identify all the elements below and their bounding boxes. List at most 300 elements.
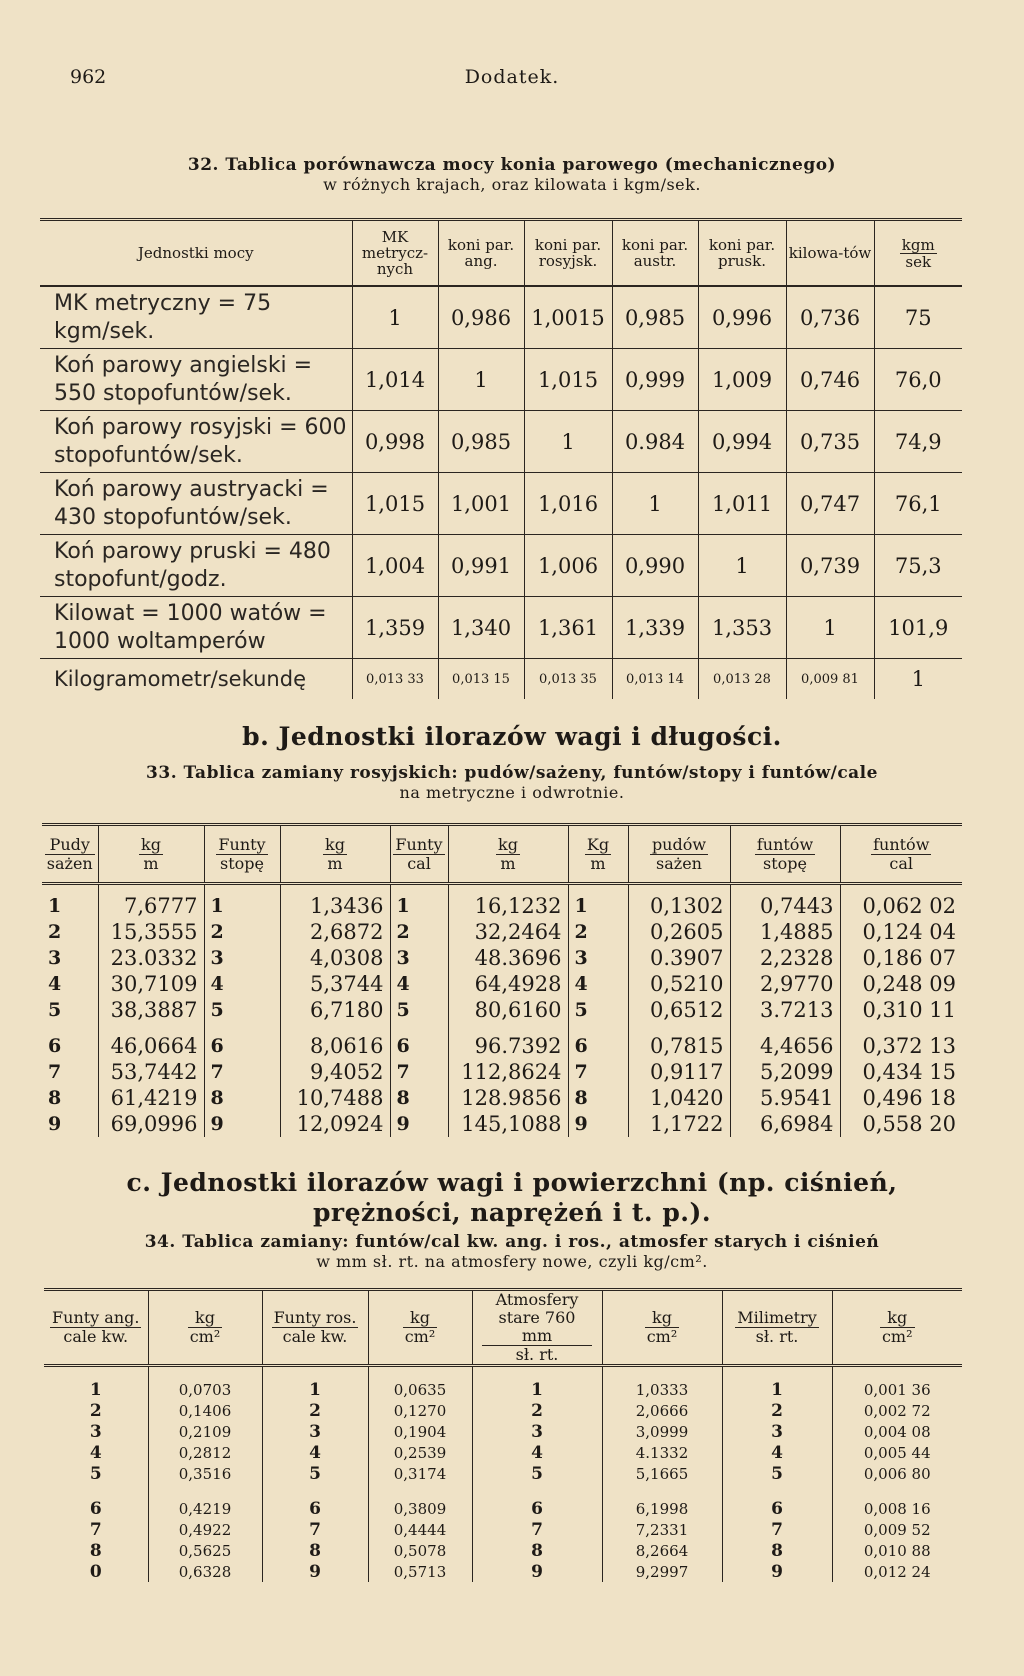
table-cell: 46,0664 [98, 1033, 204, 1059]
table-row [44, 1366, 962, 1401]
table-cell: 0,3174 [368, 1463, 472, 1484]
row-label: MK metryczny = 75 kgm/sek. [40, 286, 352, 349]
table-cell: 0,747 [786, 473, 874, 535]
running-title: Dodatek. [464, 66, 560, 88]
table-cell: 1,0015 [524, 286, 612, 349]
table-cell: 145,1088 [448, 1111, 568, 1137]
table-row [42, 1059, 962, 1085]
spacer-cell [722, 1484, 832, 1498]
row-index-cell: 1 [472, 1366, 602, 1401]
table-row [42, 997, 962, 1023]
table-cell: 0,5210 [628, 971, 730, 997]
table-cell: 4.1332 [602, 1442, 722, 1463]
row-index-cell: 2 [568, 919, 628, 945]
fraction-denominator: m [590, 853, 606, 873]
table-cell: 101,9 [874, 597, 962, 659]
table-cell: 0,2812 [148, 1442, 262, 1463]
spacer-cell [832, 1484, 962, 1498]
table-cell: 0,013 33 [352, 659, 438, 700]
table-cell: 8,0616 [280, 1033, 390, 1059]
table-row [44, 1442, 962, 1463]
column-header [840, 825, 962, 884]
spacer-cell [628, 1023, 730, 1033]
table-cell: 0,7443 [730, 884, 840, 920]
row-index-cell: 4 [722, 1442, 832, 1463]
column-header: koni par. rosyjsk. [524, 220, 612, 287]
table-cell: 1,006 [524, 535, 612, 597]
section-c-heading [0, 1168, 1024, 1228]
row-index-cell: 4 [89, 1442, 102, 1463]
spacer-cell [368, 1484, 472, 1498]
table-cell: 0,5078 [368, 1540, 472, 1561]
row-index-cell: 9 [568, 1111, 628, 1137]
page-number: 962 [70, 66, 107, 88]
table-cell: 1,004 [352, 535, 438, 597]
table-cell: 0,496 18 [840, 1085, 962, 1111]
table-33-conversion [42, 823, 962, 1137]
table-cell: 30,7109 [98, 971, 204, 997]
table-cell: 0,1302 [628, 884, 730, 920]
column-header: koni par. prusk. [698, 220, 786, 287]
table-cell: 9,4052 [280, 1059, 390, 1085]
table-cell: 1 [352, 286, 438, 349]
fraction-denominator: cm² [189, 1327, 221, 1346]
table-cell: 0,002 72 [832, 1400, 962, 1421]
table-34-body [44, 1366, 962, 1583]
row-index-cell: 5 [568, 997, 628, 1023]
row-index-cell: 7 [262, 1519, 368, 1540]
column-header [148, 1290, 262, 1366]
table-row [40, 659, 962, 700]
row-index-cell: 6 [390, 1033, 448, 1059]
table-cell: 0,372 13 [840, 1033, 962, 1059]
table-33-body [42, 884, 962, 1138]
table-cell: 1,015 [524, 349, 612, 411]
table-cell: 0,004 08 [832, 1421, 962, 1442]
table-cell: 0,985 [438, 411, 524, 473]
table-row [44, 1421, 962, 1442]
row-index-cell: 4 [568, 971, 628, 997]
table-cell: 9,2997 [602, 1561, 722, 1582]
fraction-denominator: cm² [646, 1327, 678, 1346]
spacer-cell [204, 1023, 280, 1033]
table-row [42, 1085, 962, 1111]
table-cell: 0,0635 [368, 1366, 472, 1401]
column-header [262, 1290, 368, 1366]
table-cell: 0,746 [786, 349, 874, 411]
table-cell: 0,990 [612, 535, 698, 597]
row-index-cell: 3 [472, 1421, 602, 1442]
row-index-cell: 1 [722, 1366, 832, 1401]
row-index-cell: 7 [89, 1519, 102, 1540]
table-cell: 75,3 [874, 535, 962, 597]
table-32-caption-line1: 32. Tablica porównawcza mocy konia parowego (mechanicznego) [187, 155, 837, 175]
table-row [40, 411, 962, 473]
row-index-cell: 2 [204, 919, 280, 945]
table-cell: 69,0996 [98, 1111, 204, 1137]
fraction-numerator: Funty [395, 834, 443, 854]
table-cell: 0,005 44 [832, 1442, 962, 1463]
table-32-power-comparison [40, 218, 962, 699]
table-cell: 0,999 [612, 349, 698, 411]
table-cell: 0,985 [612, 286, 698, 349]
table-row [40, 473, 962, 535]
table-row [42, 1033, 962, 1059]
table-row [42, 884, 962, 920]
fraction-denominator: cm² [404, 1327, 436, 1346]
column-header: koni par. austr. [612, 220, 698, 287]
table-cell: 7,2331 [602, 1519, 722, 1540]
row-index-cell: 7 [390, 1059, 448, 1085]
table-row [44, 1463, 962, 1484]
table-cell: 0,2539 [368, 1442, 472, 1463]
table-cell: 53,7442 [98, 1059, 204, 1085]
fraction-denominator: sażen [656, 853, 702, 873]
table-cell: 1,015 [352, 473, 438, 535]
table-cell: 0,2605 [628, 919, 730, 945]
row-index-cell: 3 [568, 945, 628, 971]
fraction-denominator: sek [905, 252, 932, 271]
table-cell: 0,248 09 [840, 971, 962, 997]
row-index-cell: 4 [204, 971, 280, 997]
table-cell: 5,1665 [602, 1463, 722, 1484]
row-index-cell: 2 [48, 921, 62, 943]
table-cell: 0,1904 [368, 1421, 472, 1442]
row-index-cell: 4 [48, 973, 62, 995]
table-34-caption-line2: w mm sł. rt. na atmosfery nowe, czyli kg/cm². [316, 1252, 708, 1271]
table-cell: 1,340 [438, 597, 524, 659]
table-cell: 4,0308 [280, 945, 390, 971]
table-cell: 0,001 36 [832, 1366, 962, 1401]
table-cell: 74,9 [874, 411, 962, 473]
table-cell: 1,361 [524, 597, 612, 659]
fraction-numerator: Milimetry [737, 1308, 817, 1327]
table-cell: 0,0703 [148, 1366, 262, 1401]
table-cell: 7,6777 [98, 884, 204, 920]
column-header [280, 825, 390, 884]
table-cell: 1 [612, 473, 698, 535]
table-33-header-row [42, 825, 962, 884]
row-index-cell: 1 [204, 884, 280, 920]
table-cell: 0,6512 [628, 997, 730, 1023]
row-index-cell: 2 [472, 1400, 602, 1421]
spacer-cell [262, 1484, 368, 1498]
table-33-caption-line1: 33. Tablica zamiany rosyjskich: pudów/sażeny, funtów/stopy i funtów/cale [146, 763, 878, 783]
table-cell: 6,6984 [730, 1111, 840, 1137]
column-header [42, 825, 98, 884]
row-index-cell: 1 [89, 1379, 102, 1400]
table-cell: 0,310 11 [840, 997, 962, 1023]
table-cell: 0,3809 [368, 1498, 472, 1519]
table-cell: 75 [874, 286, 962, 349]
spacer-cell [840, 1023, 962, 1033]
column-header [448, 825, 568, 884]
table-cell: 0,009 52 [832, 1519, 962, 1540]
fraction-numerator: funtów [756, 834, 814, 854]
table-cell: 0.3907 [628, 945, 730, 971]
table-cell: 112,8624 [448, 1059, 568, 1085]
table-34-caption-line1: 34. Tablica zamiany: funtów/cal kw. ang. i ros., atmosfer starych i ciśnień [144, 1232, 880, 1252]
column-header [628, 825, 730, 884]
table-cell: 23.0332 [98, 945, 204, 971]
table-cell: 8,2664 [602, 1540, 722, 1561]
row-index-cell: 8 [568, 1085, 628, 1111]
row-index-cell: 6 [568, 1033, 628, 1059]
table-33-caption-line2: na metryczne i odwrotnie. [399, 783, 625, 802]
table-cell: 6,7180 [280, 997, 390, 1023]
row-index-cell: 1 [390, 884, 448, 920]
table-cell: 0,008 16 [832, 1498, 962, 1519]
fraction-numerator: kg [325, 834, 345, 854]
row-index-cell: 1 [568, 884, 628, 920]
table-cell: 0,062 02 [840, 884, 962, 920]
row-index-cell: 9 [390, 1111, 448, 1137]
table-cell: 1,016 [524, 473, 612, 535]
table-cell: 64,4928 [448, 971, 568, 997]
row-index-cell: 8 [204, 1085, 280, 1111]
table-cell: 0,434 15 [840, 1059, 962, 1085]
column-header [722, 1290, 832, 1366]
row-index-cell: 7 [568, 1059, 628, 1085]
column-header: Jednostki mocy [40, 220, 352, 287]
table-cell: 0,2109 [148, 1421, 262, 1442]
section-c-heading-line1: c. Jednostki ilorazów wagi i powierzchni (np. ciśnień, [126, 1168, 898, 1197]
table-cell: 0,4444 [368, 1519, 472, 1540]
row-index-cell: 8 [89, 1540, 102, 1561]
spacer-cell [730, 1023, 840, 1033]
fraction-denominator: m [327, 853, 343, 873]
row-index-cell: 2 [390, 919, 448, 945]
column-header: kilowa-tów [786, 220, 874, 287]
table-cell: 76,0 [874, 349, 962, 411]
table-cell: 2,6872 [280, 919, 390, 945]
table-cell: 0,558 20 [840, 1111, 962, 1137]
table-cell: 0,736 [786, 286, 874, 349]
row-index-cell: 3 [390, 945, 448, 971]
row-index-cell: 9 [472, 1561, 602, 1582]
fraction-numerator: Funty [218, 834, 266, 854]
column-header [472, 1290, 602, 1366]
row-index-cell: 2 [722, 1400, 832, 1421]
table-cell: 0,124 04 [840, 919, 962, 945]
table-32-caption-line2: w różnych krajach, oraz kilowata i kgm/sek. [323, 175, 701, 194]
column-header [602, 1290, 722, 1366]
column-header-kgm-per-sek [874, 220, 962, 287]
table-cell: 96.7392 [448, 1033, 568, 1059]
table-cell: 6,1998 [602, 1498, 722, 1519]
fraction-denominator: stopę [763, 853, 807, 873]
fraction-numerator: funtów [873, 834, 930, 854]
table-cell: 0,013 35 [524, 659, 612, 700]
table-cell: 0,013 15 [438, 659, 524, 700]
table-cell: 1,014 [352, 349, 438, 411]
table-row [40, 286, 962, 349]
table-cell: 0,735 [786, 411, 874, 473]
row-label: Koń parowy austryacki = 430 stopofuntów/sek. [40, 473, 352, 535]
row-index-cell: 4 [262, 1442, 368, 1463]
table-32-caption [0, 156, 1024, 194]
table-row [42, 919, 962, 945]
table-cell: 1,339 [612, 597, 698, 659]
row-index-cell: 3 [89, 1421, 102, 1442]
row-label: Kilowat = 1000 watów = 1000 woltamperów [40, 597, 352, 659]
table-cell: 3,0999 [602, 1421, 722, 1442]
table-cell: 0,013 28 [698, 659, 786, 700]
fraction-numerator: Atmosfery stare 760 mm [482, 1291, 592, 1346]
row-index-cell: 8 [722, 1540, 832, 1561]
row-index-cell: 0 [89, 1561, 102, 1582]
table-cell: 16,1232 [448, 884, 568, 920]
table-cell: 0,7815 [628, 1033, 730, 1059]
table-cell: 76,1 [874, 473, 962, 535]
table-cell: 32,2464 [448, 919, 568, 945]
fraction-numerator: kg [498, 834, 518, 854]
table-cell: 0,986 [438, 286, 524, 349]
column-header [390, 825, 448, 884]
table-cell: 0,5625 [148, 1540, 262, 1561]
table-cell: 0,4219 [148, 1498, 262, 1519]
spacer-cell [568, 1023, 628, 1033]
table-cell: 3.7213 [730, 997, 840, 1023]
table-cell: 0,739 [786, 535, 874, 597]
fraction-numerator: kg [880, 1309, 915, 1328]
table-row [42, 971, 962, 997]
column-header [568, 825, 628, 884]
table-cell: 1,0333 [602, 1366, 722, 1401]
table-cell: 4,4656 [730, 1033, 840, 1059]
row-index-cell: 3 [48, 947, 62, 969]
column-header [44, 1290, 148, 1366]
row-index-cell: 7 [204, 1059, 280, 1085]
row-index-cell: 1 [262, 1366, 368, 1401]
table-cell: 38,3887 [98, 997, 204, 1023]
table-cell: 1,0420 [628, 1085, 730, 1111]
table-cell: 1 [786, 597, 874, 659]
section-c-heading-line2: prężności, naprężeń i t. p.). [312, 1198, 712, 1227]
table-cell: 0,010 88 [832, 1540, 962, 1561]
row-index-cell: 6 [262, 1498, 368, 1519]
fraction-numerator: kgm [901, 235, 935, 254]
table-cell: 1,4885 [730, 919, 840, 945]
table-cell: 2,0666 [602, 1400, 722, 1421]
row-label: Kilogramometr/sekundę [54, 667, 306, 691]
row-index-cell: 9 [722, 1561, 832, 1582]
table-cell: 128.9856 [448, 1085, 568, 1111]
table-row [40, 597, 962, 659]
row-index-cell: 3 [722, 1421, 832, 1442]
row-index-cell: 6 [48, 1035, 62, 1057]
table-cell: 61,4219 [98, 1085, 204, 1111]
table-cell: 0,5713 [368, 1561, 472, 1582]
table-cell: 0,186 07 [840, 945, 962, 971]
row-label: Koń parowy rosyjski = 600 stopofuntów/sek. [40, 411, 352, 473]
fraction-denominator: cale kw. [282, 1327, 348, 1346]
section-b-heading: b. Jednostki ilorazów wagi i długości. [242, 722, 782, 751]
spacer-cell [42, 1023, 98, 1033]
fraction-numerator: Pudy [45, 836, 95, 855]
table-cell: 1,011 [698, 473, 786, 535]
table-cell: 0,991 [438, 535, 524, 597]
row-index-cell: 2 [262, 1400, 368, 1421]
table-cell: 1,353 [698, 597, 786, 659]
fraction-denominator: sł. rt. [515, 1345, 559, 1364]
table-row [44, 1400, 962, 1421]
table-cell: 0,012 24 [832, 1561, 962, 1582]
table-cell: 2,9770 [730, 971, 840, 997]
table-cell: 1,009 [698, 349, 786, 411]
table-cell: 0,6328 [148, 1561, 262, 1582]
table-cell: 0,998 [352, 411, 438, 473]
table-row [44, 1498, 962, 1519]
spacer-cell [148, 1484, 262, 1498]
fraction-denominator: cal [889, 853, 914, 873]
table-cell: 0,013 14 [612, 659, 698, 700]
spacer-cell [98, 1023, 204, 1033]
group-spacer [42, 1023, 962, 1033]
fraction-numerator: kg [645, 1309, 680, 1328]
column-header [730, 825, 840, 884]
row-index-cell: 8 [390, 1085, 448, 1111]
column-header: koni par. ang. [438, 220, 524, 287]
row-index-cell: 5 [390, 997, 448, 1023]
fraction-numerator: pudów [651, 834, 707, 854]
table-row [44, 1540, 962, 1561]
row-index-cell: 7 [472, 1519, 602, 1540]
row-index-cell: 6 [204, 1033, 280, 1059]
fraction-denominator: cal [407, 853, 431, 873]
column-header [832, 1290, 962, 1366]
row-index-cell: 5 [89, 1463, 102, 1484]
table-cell: 0,009 81 [786, 659, 874, 700]
row-label: Koń parowy pruski = 480 stopofunt/godz. [40, 535, 352, 597]
fraction-numerator: Kg [586, 834, 610, 854]
table-row [44, 1519, 962, 1540]
table-cell: 0,994 [698, 411, 786, 473]
table-cell: 1,1722 [628, 1111, 730, 1137]
table-cell: 1 [524, 411, 612, 473]
row-index-cell: 5 [262, 1463, 368, 1484]
row-index-cell: 1 [48, 895, 62, 917]
row-index-cell: 8 [48, 1087, 62, 1109]
fraction-numerator: kg [188, 1309, 223, 1328]
fraction-numerator: kg [141, 834, 161, 854]
table-cell: 0.984 [612, 411, 698, 473]
row-index-cell: 2 [89, 1400, 102, 1421]
table-cell: 5,3744 [280, 971, 390, 997]
table-cell: 5.9541 [730, 1085, 840, 1111]
table-row [40, 535, 962, 597]
column-header: MK metrycz-nych [352, 220, 438, 287]
fraction-denominator: cm² [881, 1327, 913, 1346]
table-cell: 5,2099 [730, 1059, 840, 1085]
table-cell: 1,359 [352, 597, 438, 659]
row-index-cell: 9 [262, 1561, 368, 1582]
row-index-cell: 5 [722, 1463, 832, 1484]
table-34-pressure-conversion [44, 1288, 962, 1582]
table-cell: 1,001 [438, 473, 524, 535]
column-header [98, 825, 204, 884]
table-34-header-row [44, 1290, 962, 1366]
table-cell: 0,3516 [148, 1463, 262, 1484]
column-header [368, 1290, 472, 1366]
table-cell: 0,1406 [148, 1400, 262, 1421]
table-33-caption [0, 764, 1024, 802]
row-label: Koń parowy angielski = 550 stopofuntów/sek. [40, 349, 352, 411]
spacer-cell [602, 1484, 722, 1498]
table-cell: 0,006 80 [832, 1463, 962, 1484]
spacer-cell [448, 1023, 568, 1033]
row-index-cell: 8 [472, 1540, 602, 1561]
